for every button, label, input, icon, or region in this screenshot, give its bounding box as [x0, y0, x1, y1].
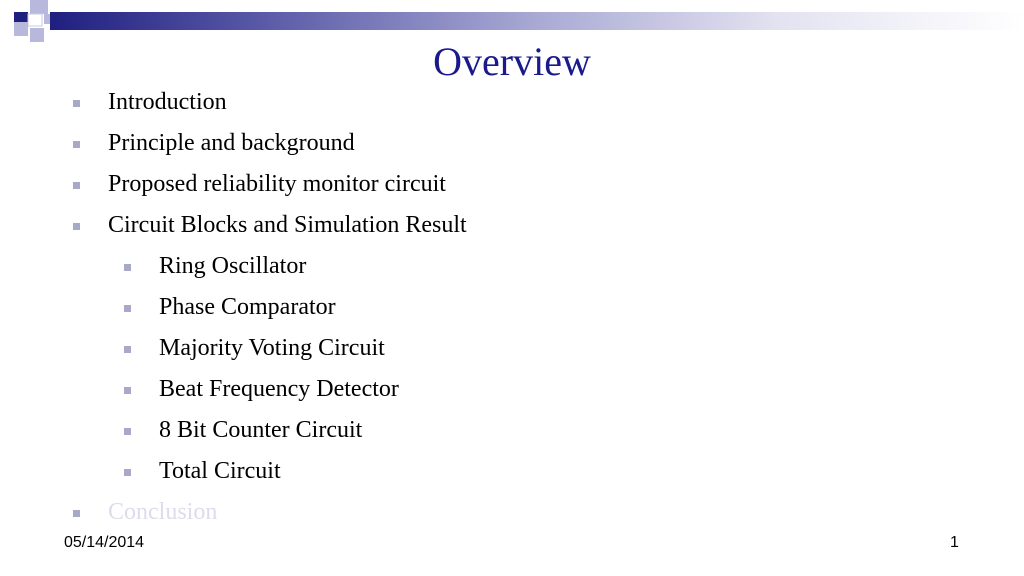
outline-item-text: Proposed reliability monitor circuit: [108, 171, 446, 197]
outline-item: [108, 205, 467, 245]
outline-item-text: Introduction: [108, 89, 227, 115]
outline-subitem: [159, 410, 362, 450]
outline-item: [108, 164, 446, 204]
outline-item-text: Circuit Blocks and Simulation Result: [108, 212, 467, 238]
bullet-square-icon: [124, 428, 131, 435]
page-number: 1: [950, 534, 959, 551]
outline-subitem-text: 8 Bit Counter Circuit: [159, 417, 363, 443]
outline-subitem: [159, 369, 399, 409]
bullet-square-icon: [73, 182, 80, 189]
outline-item: [108, 123, 355, 163]
outline-item-text: Principle and background: [108, 130, 355, 156]
outline-subitem: [159, 451, 281, 491]
outline-subitem: [159, 246, 306, 286]
bullet-square-icon: [73, 510, 80, 517]
bullet-square-icon: [124, 346, 131, 353]
bullet-square-icon: [73, 100, 80, 107]
bullet-square-icon: [73, 223, 80, 230]
outline-item: [108, 82, 227, 122]
outline-item-text: Conclusion: [108, 499, 218, 525]
footer-date: 05/14/2014: [64, 534, 145, 551]
header-gradient-bar: [50, 12, 1024, 30]
outline-subitem-text: Total Circuit: [159, 458, 281, 484]
outline-subitem-text: Ring Oscillator: [159, 253, 307, 279]
outline-subitem: [159, 328, 385, 368]
bullet-square-icon: [124, 387, 131, 394]
outline-subitem-text: Beat Frequency Detector: [159, 376, 399, 402]
bullet-square-icon: [124, 469, 131, 476]
bullet-square-icon: [73, 141, 80, 148]
outline-item-faded: [108, 492, 217, 532]
outline-subitem-text: Majority Voting Circuit: [159, 335, 385, 361]
outline-subitem: [159, 287, 336, 327]
outline-subitem-text: Phase Comparator: [159, 294, 336, 320]
bullet-square-icon: [124, 305, 131, 312]
bullet-square-icon: [124, 264, 131, 271]
slide-title: Overview: [433, 39, 591, 84]
